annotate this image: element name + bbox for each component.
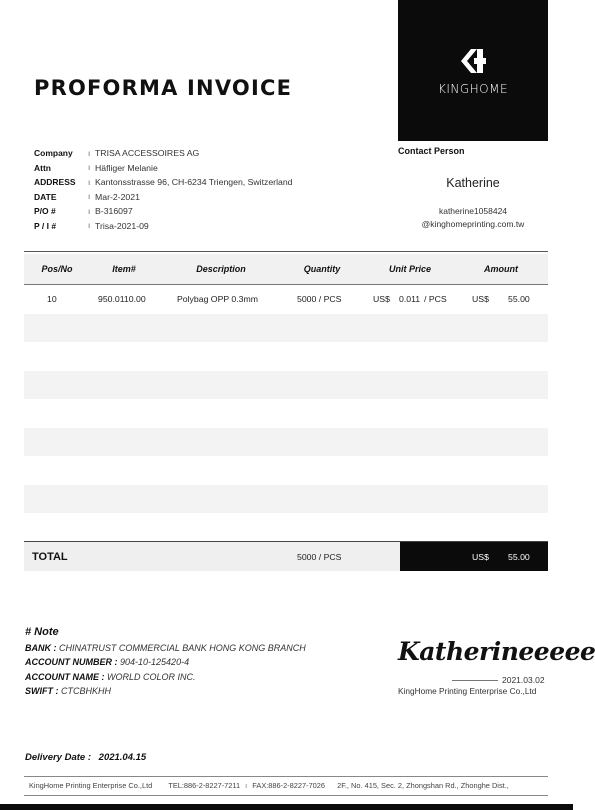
info-separator: ı [88,148,91,158]
note-account-name-value: WORLD COLOR INC. [107,672,196,682]
empty-table-row [24,485,548,513]
cell-amount: 55.00 [508,294,530,304]
info-label: Company [34,148,73,159]
info-row-pi [34,219,293,234]
column-header-quantity: Quantity [303,264,341,274]
cell-description: Polybag OPP 0.3mm [177,294,258,304]
column-header-pos: Pos/No [41,264,73,274]
signature: Katherineeeee [398,637,595,666]
note-account-name-label: ACCOUNT NAME : [25,672,105,682]
note-bank-value: CHINATRUST COMMERCIAL BANK HONG KONG BRANCH [59,643,306,653]
note-account-number-label: ACCOUNT NUMBER : [25,657,118,667]
cell-unit-currency: US$ [373,294,390,304]
info-separator: ı [88,192,91,202]
table-top-rule [24,251,548,252]
info-value: Kantonsstrasse 96, CH-6234 Triengen, Switzerland [95,177,293,188]
delivery-date-value: 2021.04.15 [98,752,147,763]
contact-person-title: Contact Person [398,146,465,156]
total-label: TOTAL [32,551,68,563]
contact-name: Katherine [446,176,500,190]
delivery-date [25,752,146,763]
footer-fax: FAX:886-2-8227-7026 [252,781,326,790]
info-row-address [34,175,293,190]
cell-unit: / PCS [424,294,447,304]
empty-table-row [24,428,548,456]
cell-quantity: 5000 / PCS [297,294,342,304]
note-swift [25,686,111,696]
note-swift-label: SWIFT : [25,686,59,696]
info-value: Trisa-2021-09 [95,220,149,231]
info-label: Attn [34,162,51,173]
total-bar [24,542,400,571]
note-bank-label: BANK : [25,643,57,653]
cell-pos: 10 [47,294,57,304]
contact-email-line2: @kinghomeprinting.com.tw [421,219,525,229]
info-label: ADDRESS [34,177,76,188]
info-separator: ı [88,221,91,231]
info-label: DATE [34,191,57,202]
document-title: PROFORMA INVOICE [34,76,293,100]
info-row-company [34,146,293,161]
total-amount: 55.00 [508,552,530,562]
footer-bottom-rule [24,795,548,796]
signature-date: 2021.03.02 [502,675,545,685]
brand-name: KINGHOME [437,81,509,96]
note-title: # Note [25,626,59,638]
column-header-item: Item# [112,264,136,274]
info-separator: ı [88,177,91,187]
info-value: TRISA ACCESSOIRES AG [95,148,200,159]
total-quantity: 5000 / PCS [297,552,342,562]
info-value: B-316097 [95,206,133,217]
table-header-rule [24,284,548,285]
info-row-attn [34,161,293,176]
brand-block [398,0,548,141]
column-header-description: Description [196,264,246,274]
column-header-unit-price: Unit Price [388,264,432,274]
bottom-bar [0,804,573,810]
info-label: P/O # [34,206,56,217]
cell-amount-currency: US$ [472,294,489,304]
cell-unit-price: 0.011 [399,294,421,304]
signature-date-rule [452,680,498,681]
delivery-date-label: Delivery Date : [25,752,92,763]
empty-table-row [24,314,548,342]
kinghome-logo-icon [458,46,488,76]
contact-email-line1: katherine1058424 [438,206,508,216]
footer-company: KingHome Printing Enterprise Co.,Ltd [29,781,153,790]
info-value: Mar-2-2021 [95,191,140,202]
footer-top-rule [24,776,548,777]
note-account-number-value: 904-10-125420-4 [120,657,190,667]
cell-item: 950.0110.00 [98,294,146,304]
customer-info [34,146,293,233]
signature-company: KingHome Printing Enterprise Co.,Ltd [398,686,537,696]
footer-separator: ı [245,781,248,790]
info-value: Häfliger Melanie [95,162,158,173]
note-account-name [25,672,196,682]
note-bank [25,643,306,653]
total-currency: US$ [472,552,489,562]
info-separator: ı [88,206,91,216]
footer-tel: TEL:886-2-8227-7211 [168,781,241,790]
column-header-amount: Amount [484,264,518,274]
note-swift-value: CTCBHKHH [61,686,112,696]
footer [29,781,509,790]
footer-address: 2F., No. 415, Sec. 2, Zhongshan Rd., Zhonghe Dist., [337,781,509,790]
note-account-number [25,657,189,667]
info-separator: ı [88,163,91,173]
table-header [24,254,548,284]
info-row-date [34,190,293,205]
empty-table-row [24,371,548,399]
info-label: P / I # [34,220,57,231]
info-row-po [34,204,293,219]
